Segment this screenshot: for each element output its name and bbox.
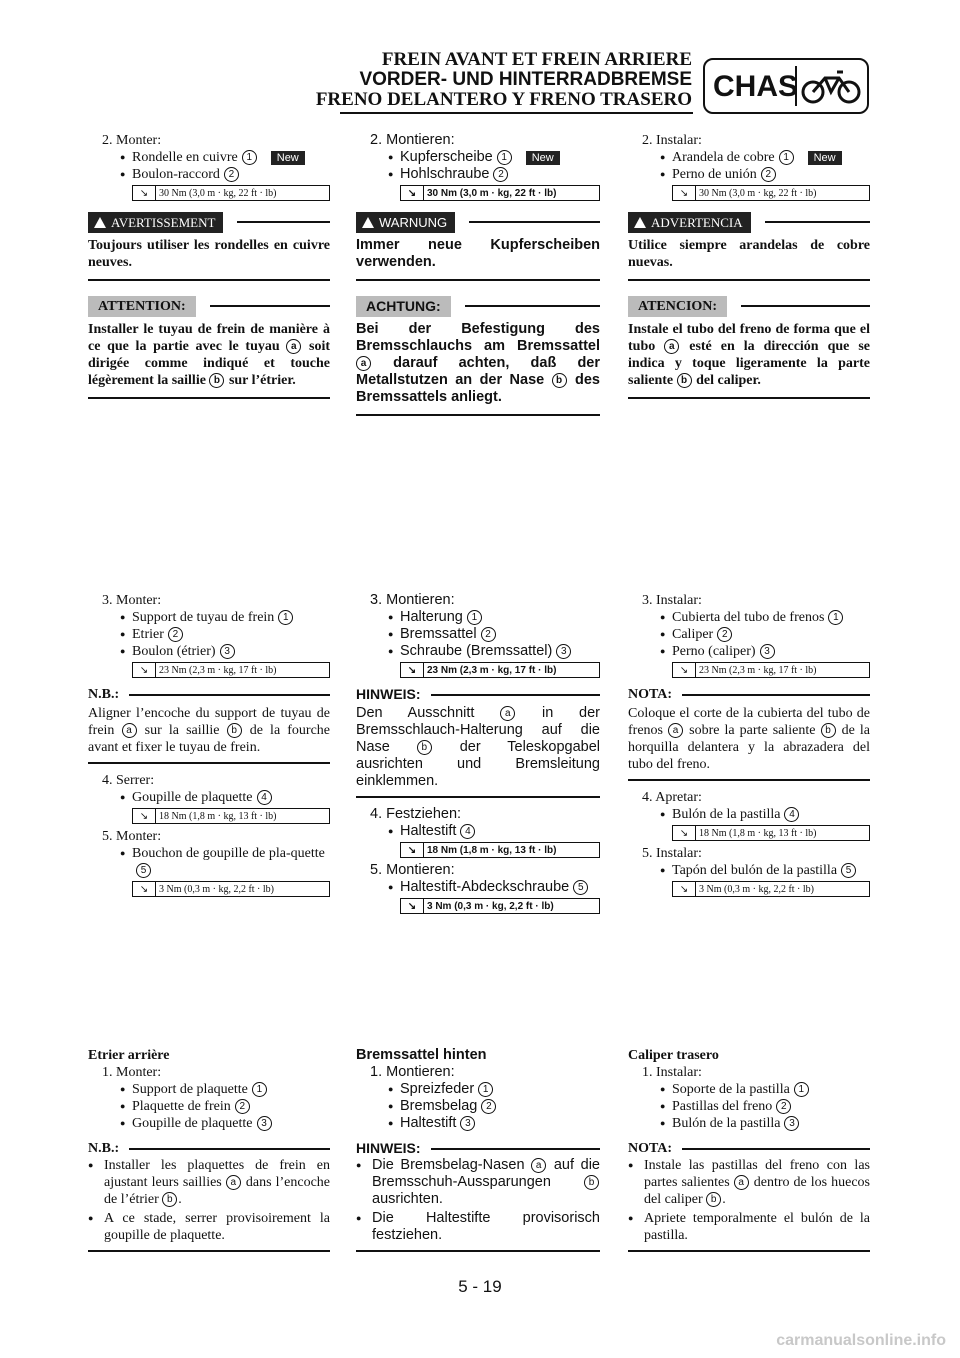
de-block-1 [356, 132, 600, 416]
wrench-icon: ↘ [133, 809, 156, 823]
wrench-icon: ↘ [401, 663, 424, 677]
step-label: 4. Festziehen: [370, 806, 462, 822]
list-item: ● Perno (caliper) 3 [628, 643, 870, 660]
step-label: 5. Monter: [102, 829, 162, 844]
list-item: ● Hohlschraube 2 [356, 166, 600, 183]
step-label: 1. Monter: [102, 1065, 162, 1080]
wrench-icon: ↘ [133, 663, 156, 677]
torque-spec: ↘ 3 Nm (0,3 m · kg, 2,2 ft · lb) [132, 881, 330, 897]
torque-spec: ↘ 18 Nm (1,8 m · kg, 13 ft · lb) [132, 808, 330, 824]
note-header: HINWEIS: [356, 686, 600, 703]
watermark: carmanualsonline.info [776, 1332, 946, 1349]
list-item: ● Kupferscheibe 1 New [356, 149, 600, 166]
step-label: 4. Serrer: [102, 773, 155, 788]
list-item: ● Soporte de la pastilla 1 [628, 1081, 870, 1098]
note-header: NOTA: [628, 1140, 870, 1157]
torque-spec: ↘ 30 Nm (3,0 m · kg, 22 ft · lb) [132, 185, 330, 201]
note-item: ● Apriete temporalmente el bulón de la pastilla. [628, 1210, 870, 1244]
step-label: 2. Montieren: [370, 132, 455, 148]
list-item: ● Tapón del bulón de la pastilla 5 [628, 862, 870, 879]
list-item: ● Schraube (Bremssattel) 3 [356, 643, 600, 660]
list-item: ● Support de tuyau de frein 1 [88, 609, 330, 626]
wrench-icon: ↘ [673, 186, 696, 200]
section-heading: Caliper trasero [628, 1048, 719, 1063]
note-text: Coloque el corte de la cubierta del tubo de frenos a sobre la parte saliente b de la horquilla delantera y la abrazadera del tubo del freno. [628, 706, 870, 772]
list-item: ● Bremsbelag 2 [356, 1098, 600, 1115]
step-label: 2. Monter: [102, 133, 162, 148]
page-number: 5 - 19 [458, 1277, 502, 1296]
wrench-icon: ↘ [133, 882, 156, 896]
section-heading: Etrier arrière [88, 1048, 170, 1063]
step-label: 3. Monter: [102, 593, 162, 608]
note-text: Den Ausschnitt a in der Bremsschlauch-Halterung auf die Nase b der Teleskopgabel ausrichten und Bremsleitung einklemmen. [356, 705, 601, 789]
step-label: 5. Instalar: [642, 846, 702, 861]
step-label: 2. Instalar: [642, 133, 702, 148]
warning-icon [634, 217, 646, 228]
caution-header: ATENCION: [628, 295, 870, 317]
note-header: N.B.: [88, 686, 330, 703]
header-rule [340, 112, 693, 114]
caution-header: ATTENTION: [88, 295, 330, 317]
step-label: 3. Instalar: [642, 593, 702, 608]
wrench-icon: ↘ [673, 663, 696, 677]
list-item: ● Bremssattel 2 [356, 626, 600, 643]
list-item: ● Goupille de plaquette 4 [88, 789, 330, 806]
caution-text: Bei der Befestigung des Bremsschlauchs am Bremssattel a darauf achten, daß der Metallstutzen an der Nase b des Bremssattels anliegt. [356, 321, 601, 405]
list-item: ● Goupille de plaquette 3 [88, 1115, 330, 1132]
list-item: ● Spreizfeder 1 [356, 1081, 600, 1098]
torque-spec: ↘ 30 Nm (3,0 m · kg, 22 ft · lb) [400, 185, 600, 201]
note-item: ● Die Haltestifte provisorisch festziehen. [356, 1210, 600, 1244]
new-badge: New [271, 151, 305, 165]
warning-header: ADVERTENCIA [628, 211, 870, 233]
list-item: ● Plaquette de frein 2 [88, 1098, 330, 1115]
wrench-icon: ↘ [673, 826, 696, 840]
step-label: 1. Instalar: [642, 1065, 702, 1080]
es-block-3 [628, 1047, 870, 1252]
step-label: 1. Montieren: [370, 1064, 455, 1080]
step-label: 4. Apretar: [642, 790, 702, 805]
warning-icon [94, 217, 106, 228]
list-item: ● Cubierta del tubo de frenos 1 [628, 609, 870, 626]
list-item: ● Boulon-raccord 2 [88, 166, 330, 183]
torque-spec: ↘ 3 Nm (0,3 m · kg, 2,2 ft · lb) [672, 881, 870, 897]
fr-block-1 [88, 132, 330, 399]
torque-spec: ↘ 23 Nm (2,3 m · kg, 17 ft · lb) [672, 662, 870, 678]
caution-text: Installer le tuyau de frein de manière à ce que la partie avec le tuyau a soit dirigée comme indiqué et touche légèrement la saillie b sur l’étrier. [88, 322, 330, 388]
de-block-2 [356, 592, 600, 918]
note-item: ● A ce stade, serrer provisoirement la goupille de plaquette. [88, 1210, 330, 1244]
wrench-icon: ↘ [133, 186, 156, 200]
list-item: ● Rondelle en cuivre 1 New [88, 149, 330, 166]
warning-icon [362, 217, 374, 228]
torque-spec: ↘ 18 Nm (1,8 m · kg, 13 ft · lb) [672, 825, 870, 841]
warning-text: Toujours utiliser les rondelles en cuivre neuves. [88, 238, 330, 270]
list-item: ● Perno de unión 2 [628, 166, 870, 183]
note-header: N.B.: [88, 1140, 330, 1157]
warning-text: Utilice siempre arandelas de cobre nuevas. [628, 238, 870, 270]
es-block-2 [628, 592, 870, 901]
es-block-1 [628, 132, 870, 399]
wrench-icon: ↘ [673, 882, 696, 896]
list-item: ● Halterung 1 [356, 609, 600, 626]
new-badge: New [526, 151, 560, 165]
header-title-fr: FREIN AVANT ET FREIN ARRIERE [381, 49, 692, 70]
warning-text: Immer neue Kupferscheiben verwenden. [356, 237, 600, 270]
warning-header: WARNUNG [356, 211, 600, 233]
wrench-icon: ↘ [401, 186, 424, 200]
torque-spec: ↘ 23 Nm (2,3 m · kg, 17 ft · lb) [400, 662, 600, 678]
note-header: HINWEIS: [356, 1140, 600, 1157]
torque-spec: ↘ 3 Nm (0,3 m · kg, 2,2 ft · lb) [400, 898, 600, 914]
note-item: ● Die Bremsbelag-Nasen a auf die Bremsschuh-Aussparungen b ausrichten. [356, 1157, 600, 1208]
list-item: ● Etrier 2 [88, 626, 330, 643]
list-item: ● Haltestift 4 [356, 823, 600, 840]
list-item: ● Boulon (étrier) 3 [88, 643, 330, 660]
list-item: ● Bouchon de goupille de pla-quette5 [88, 845, 330, 879]
fr-block-3 [88, 1047, 330, 1252]
torque-spec: ↘ 23 Nm (2,3 m · kg, 17 ft · lb) [132, 662, 330, 678]
list-item: ● Bulón de la pastilla 3 [628, 1115, 870, 1132]
torque-spec: ↘ 30 Nm (3,0 m · kg, 22 ft · lb) [672, 185, 870, 201]
note-header: NOTA: [628, 686, 870, 703]
note-item: ● Installer les plaquettes de frein en ajustant leurs saillies a dans l’encoche de l’étrier b . [88, 1157, 330, 1208]
list-item: ● Bulón de la pastilla 4 [628, 806, 870, 823]
caution-header: ACHTUNG: [356, 295, 600, 317]
fr-block-2 [88, 592, 330, 901]
header-title-de: VORDER- UND HINTERRADBREMSE [359, 69, 692, 90]
list-item: ● Arandela de cobre 1 New [628, 149, 870, 166]
step-label: 5. Montieren: [370, 862, 455, 878]
de-block-3 [356, 1047, 600, 1252]
note-text: Aligner l’encoche du support de tuyau de frein a sur la saillie b de la fourche avant et fixer le tuyau de frein. [88, 706, 331, 755]
warning-header: AVERTISSEMENT [88, 211, 330, 233]
list-item: ● Haltestift-Abdeckschraube 5 [356, 879, 600, 896]
header-title-es: FRENO DELANTERO Y FRENO TRASERO [315, 89, 692, 110]
wrench-icon: ↘ [401, 899, 424, 913]
list-item: ● Caliper 2 [628, 626, 870, 643]
page-header [300, 50, 870, 115]
note-item: ● Instale las pastillas del freno con las partes salientes a dentro de los huecos del caliper b . [628, 1157, 870, 1208]
wrench-icon: ↘ [401, 843, 424, 857]
torque-spec: ↘ 18 Nm (1,8 m · kg, 13 ft · lb) [400, 842, 600, 858]
list-item: ● Haltestift 3 [356, 1115, 600, 1132]
motorcycle-icon [795, 66, 865, 106]
list-item: ● Pastillas del freno 2 [628, 1098, 870, 1115]
step-label: 3. Montieren: [370, 592, 455, 608]
section-label: CHAS [713, 70, 799, 103]
section-heading: Bremssattel hinten [356, 1047, 487, 1063]
section-box [703, 58, 869, 114]
new-badge: New [808, 151, 842, 165]
caution-text: Instale el tubo del freno de forma que el tubo a esté en la dirección que se indica y toque ligeramente la parte saliente b del caliper. [628, 322, 871, 388]
list-item: ● Support de plaquette 1 [88, 1081, 330, 1098]
